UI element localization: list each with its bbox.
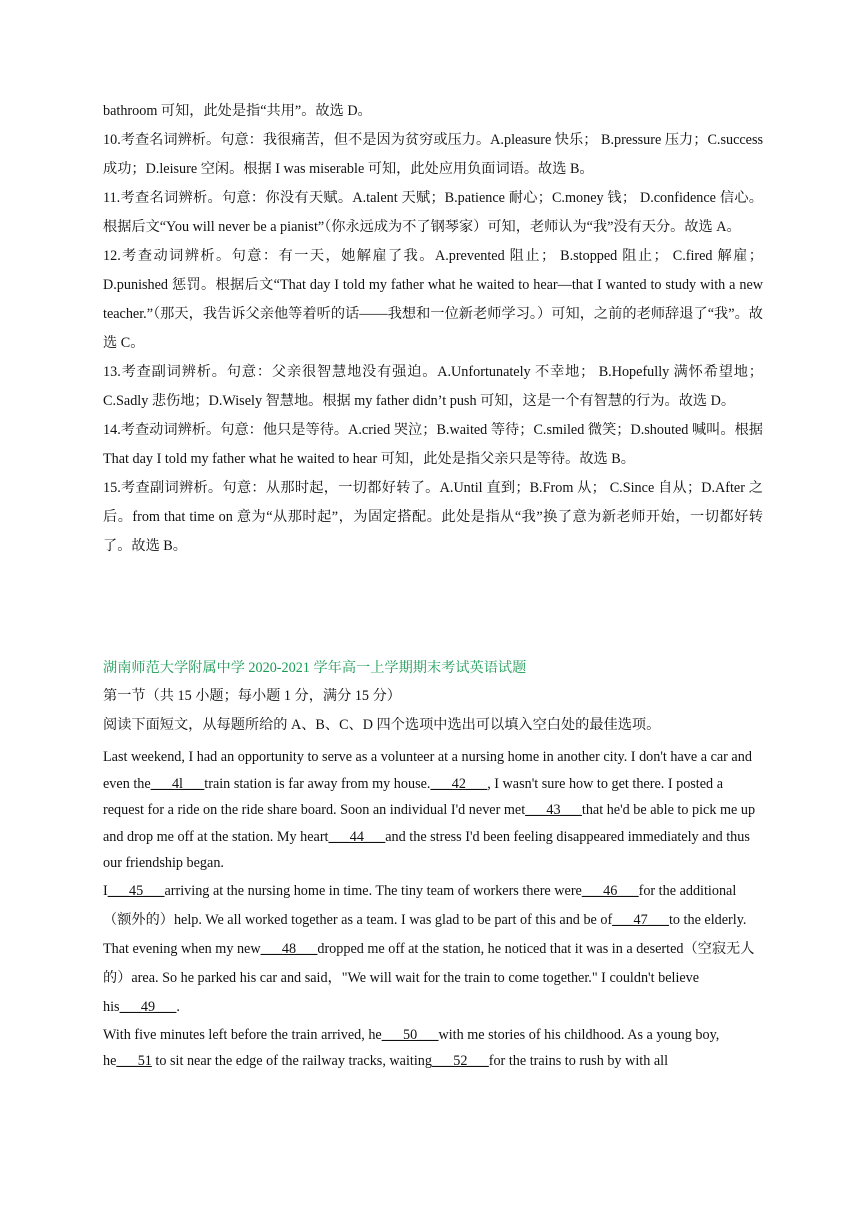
blank-46: ___46___ <box>581 882 639 899</box>
passage-text: to the elderly. <box>668 911 747 928</box>
passage-text: that he'd be able to pick me up and drop me off at the station. My heart <box>103 802 756 845</box>
answer-11: 11.考查名词辨析。句意：你没有天赋。A.talent 天赋；B.patience 耐心；C.money 钱； D.confidence 信心。根据后文“You will never be a pianist”（你永远成为不了钢琴家）可知，老师认为“我”没有天分。故选 A。 <box>103 190 763 235</box>
blank-42: ___42___ <box>430 775 488 792</box>
blank-48: ___48___ <box>260 940 318 957</box>
blank-49: ___49___ <box>119 998 177 1015</box>
blank-50: ___50___ <box>381 1026 439 1043</box>
passage-text: with me stories of his childhood. As a young boy, he <box>103 1026 720 1069</box>
passage-text: to sit near the edge of the railway tracks, waiting <box>151 1053 432 1069</box>
instruction: 阅读下面短文，从每题所给的 A、B、C、D 四个选项中选出可以填入空白处的最佳选项。 <box>103 717 661 733</box>
answer-13: 13.考查副词辨析。句意：父亲很智慧地没有强迫。A.Unfortunately 不幸地； B.Hopefully 满怀希望地；C.Sadly 悲伤地；D.Wisely 智慧地。根据 my father didn’t push 可知，这是一个有智慧的行为。故选 D。 <box>103 364 763 409</box>
paragraph-1 <box>103 744 763 877</box>
answer-14: 14.考查动词辨析。句意：他只是等待。A.cried 哭泣；B.waited 等待；C.smiled 微笑；D.shouted 喊叫。根据 That day I told my father what he waited to hear 可知，此处是指父亲只是等待。故选 B。 <box>103 422 763 467</box>
blank-45: ___45___ <box>107 882 165 899</box>
answer-12: 12.考查动词辨析。句意：有一天，她解雇了我。A.prevented 阻止； B.stopped 阻止； C.fired 解雇；D.punished 惩罚。根据后文“That day I told my father what he waited to hear—that I wanted to study with a new teacher.”（那天，我告诉父亲他等着听的话——我想和一位新老师学习。）可知，之前的老师辞退了“我”。故选 C。 <box>103 248 763 351</box>
paragraph-2 <box>103 877 763 935</box>
cloze-passage <box>103 744 763 1075</box>
blank-52: ___52___ <box>431 1053 489 1069</box>
answer-15: 15.考查副词辨析。句意：从那时起，一切都好转了。A.Until 直到；B.From 从； C.Since 自从；D.After 之后。from that time on 意为“从那时起”，为固定搭配。此处是指从“我”换了意为新老师开始，一切都好转了。故选 B。 <box>103 480 763 554</box>
passage-text: Last weekend, I had an opportunity to serve as a volunteer at a nursing home in another city. I don't have a car and even the <box>103 749 752 792</box>
blank-41: ___4l___ <box>150 775 205 792</box>
passage-text: . <box>176 998 180 1015</box>
blank-51: ___51 <box>116 1053 152 1069</box>
exam-header <box>103 654 763 740</box>
blank-44: ___44___ <box>328 828 386 845</box>
blank-47: ___47___ <box>612 911 669 928</box>
section-heading: 第一节（共 15 小题；每小题 1 分，满分 15 分） <box>103 688 401 704</box>
passage-text: That evening when my new <box>103 940 261 957</box>
passage-text: I <box>103 882 108 899</box>
answer-10: 10.考查名词辨析。句意：我很痛苦，但不是因为贫穷或压力。A.pleasure 快乐； B.pressure 压力；C.success 成功；D.leisure 空闲。根据 I was miserable 可知，此处应用负面词语。故选 B。 <box>103 132 763 177</box>
passage-text: for the trains to rush by with all <box>488 1053 669 1069</box>
passage-text: for the additional（额外的）help. We all worked together as a team. I was glad to be part of this and be of <box>103 882 737 928</box>
blank-43: ___43___ <box>525 802 582 818</box>
passage-text: train station is far away from my house. <box>204 775 431 792</box>
answer-9-tail: bathroom 可知，此处是指“共用”。故选 D。 <box>103 103 372 119</box>
answer-explanations <box>103 97 763 561</box>
passage-text: , I wasn't sure how to get there. I posted a request for a ride on the ride share board. Soon an individual I'd never met <box>103 775 723 818</box>
exam-title: 湖南师范大学附属中学 2020-2021 学年高一上学期期末考试英语试题 <box>103 660 527 676</box>
passage-text: arriving at the nursing home in time. The tiny team of workers there were <box>164 882 582 899</box>
passage-text: With five minutes left before the train arrived, he <box>103 1026 382 1043</box>
passage-text: dropped me off at the station, he noticed that it was in a deserted（空寂无人的）area. So he parked his car and said，"We will wait for the train to come together." I couldn't believe his <box>103 940 755 1015</box>
passage-text: and the stress I'd been feeling disappeared immediately and thus our friendship began. <box>103 828 750 871</box>
paragraph-3 <box>103 935 763 1022</box>
paragraph-4 <box>103 1022 763 1075</box>
